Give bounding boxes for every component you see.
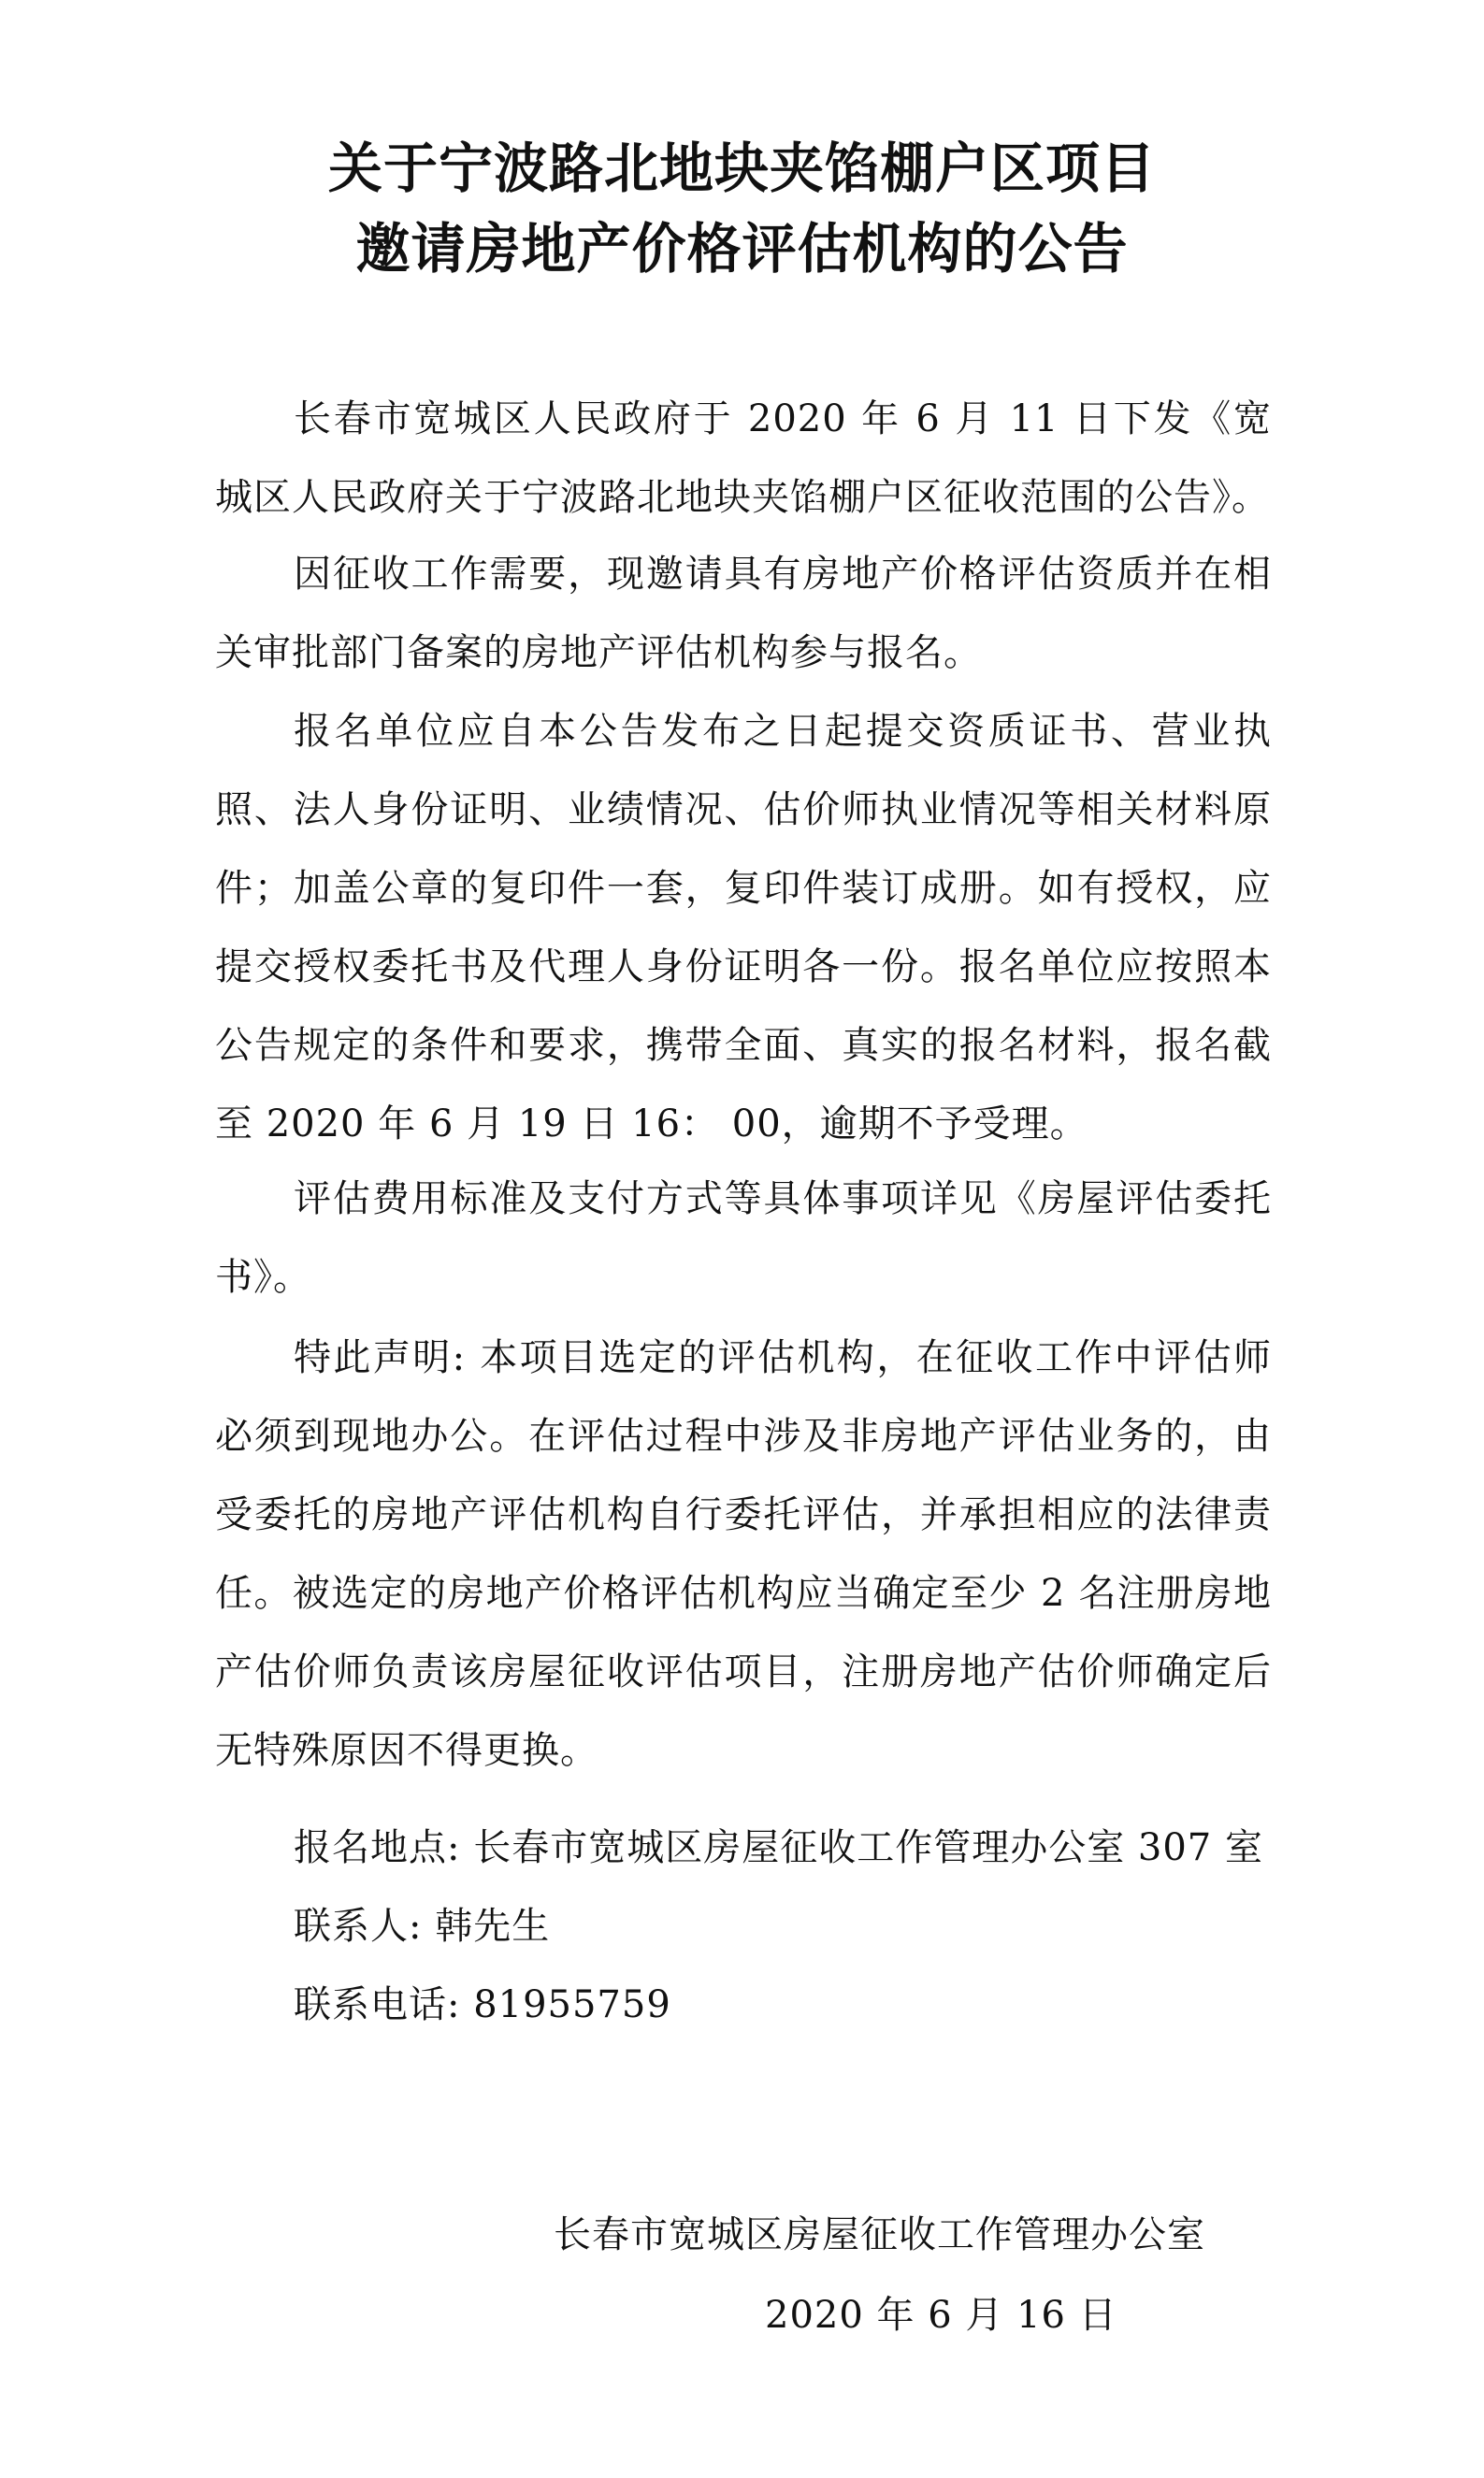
document-title-line-1: 关于宁波路北地块夹馅棚户区项目	[327, 137, 1156, 200]
contact-person: 联系人: 韩先生	[294, 1905, 551, 1948]
paragraph-registration-requirements: 报名单位应自本公告发布之日起提交资质证书、营业执照、法人身份证明、业绩情况、估价师执业情况等相关材料原件；加盖公章的复印件一套，复印件装订成册。如有授权，应提交授权委托书及代理人身份证明各一份。报名单位应按照本公告规定的条件和要求，携带全面、真实的报名材料，报名截至 2020 年 6 月 19 日 16： 00，逾期不予受理。	[215, 710, 1272, 1145]
paragraph-fee-details: 评估费用标准及支付方式等具体事项详见《房屋评估委托书》。	[215, 1177, 1272, 1299]
paragraph-special-statement: 特此声明: 本项目选定的评估机构，在征收工作中评估师必须到现地办公。在评估过程中涉及非房地产评估业务的，由受委托的房地产评估机构自行委托评估，并承担相应的法律责任。被选定的房地产价格评估机构应当确定至少 2 名注册房地产估价师负责该房屋征收评估项目，注册房地产估价师确定后无特殊原因不得更换。	[215, 1336, 1272, 1772]
signature-organization: 长春市宽城区房屋征收工作管理办公室	[554, 2213, 1205, 2256]
paragraph-release-notice: 长春市宽城区人民政府于 2020 年 6 月 11 日下发《宽城区人民政府关于宁波路北地块夹馅棚户区征收范围的公告》。	[215, 397, 1272, 519]
paragraph-invitation: 因征收工作需要，现邀请具有房地产价格评估资质并在相关审批部门备案的房地产评估机构参与报名。	[215, 553, 1272, 674]
signature-date: 2020 年 6 月 16 日	[765, 2294, 1117, 2337]
contact-phone: 联系电话: 81955759	[294, 1983, 671, 2026]
registration-address: 报名地点: 长春市宽城区房屋征收工作管理办公室 307 室	[294, 1826, 1263, 1869]
document-title-line-2: 邀请房地产价格评估机构的公告	[355, 217, 1129, 281]
